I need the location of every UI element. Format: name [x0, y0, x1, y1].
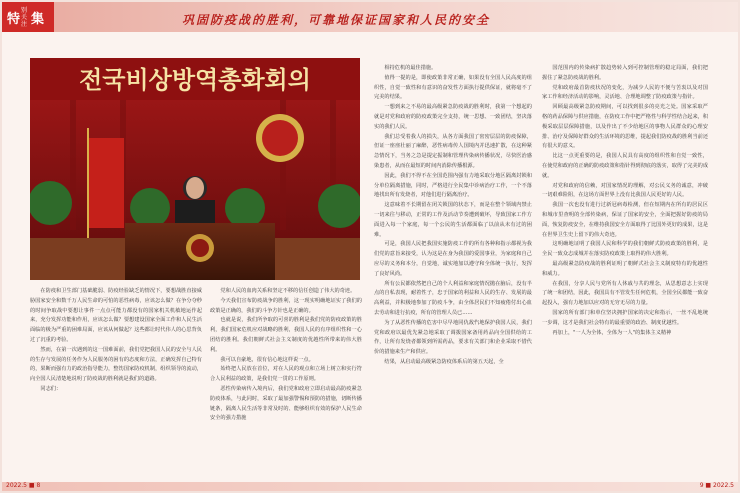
- column-3-paragraph: 值得一提的是，即使政策非常正确，如果没有全国人民高度的组织性，自觉一致性和有意识的奋发性方面执行提供保证，就将毫不了完美的结果。: [374, 74, 532, 101]
- text-column-1: [30, 287, 202, 479]
- column-3-paragraph: 我们总受着我人的损失，从各方面我国了密密层层的防疫保障，但证一座座壮丽了麻醉，恶性病毒传人国境内并迅速扩散，在这种紧急情况下，当务之急是提定振制和管理传染病传播状况，尽快医治感染患者，从而在最短的时间内消除传播根源。: [374, 133, 532, 169]
- page-frame: [2, 2, 738, 491]
- section-tag-end: 集: [31, 11, 45, 27]
- column-4-paragraph: 我国一次也没有进行过新冠病毒检测，但在短期内在所有的居民区和城市里查明的全部传染病，保证了国家的安全，全面把握好防疫的局面，恢复防疫安全，在维持我国安全方面取得了比国外更好的成果，这是在世界卫生史上留下的伟大奇迹。: [542, 202, 708, 238]
- footer-page-number-right: 9 ■ 2022.5: [699, 482, 734, 489]
- column-2-paragraph: 也就是说，我们所争取的可喜的胜利是我们党的防疫政策的胜利，我们国家危机应对战略的胜利，我国人民的有序组织性和一心团结的胜利。我们朝鲜式社会主义制度的优越性所带来的伟大胜利。: [210, 317, 362, 353]
- column-3-paragraph: 这意味着不长期留在闭关锁国的状态下，而是在整个领域内禁止一切来往与移动，正常的工作及活动节奏遭到破坏，导致国家工作方面进入每一个家庭，每一个公民的生活都面临了以前从未有过的困难。: [374, 202, 532, 238]
- column-4-paragraph: 对党和政府的信赖，对国家情况的理解，对公民义务的诚意，冲破一切艰难险阻，在这场方面世界上没有比我国人民更好的人民。: [542, 182, 708, 199]
- column-3-paragraph: 结果，从启动最高级紧急防疫体系后的第五天起，全: [384, 358, 504, 365]
- column-4-paragraph: 国范围内的传染病扩散趋势转入到可控制管理的稳定局面，我们把握住了紧急防疫战的胜利。: [542, 65, 708, 81]
- column-4-paragraph: 国家的所有部门和单位坚决拥护国家的决定和指示，一丝不乱地统一步调，这才是我们社会特有的最重要的政治、制度优越性。: [542, 309, 708, 326]
- meeting-photo: [30, 58, 360, 280]
- column-4-paragraph: 再加上，"一人为全体，全体为一人"的集体主义精神: [552, 329, 672, 336]
- column-2-paragraph: 今天我们宣布防疫战争的胜利，这一现实明确地证实了我们的政策是正确的，我们的斗争方针也是正确的。: [210, 297, 362, 314]
- column-2-paragraph: 党和人民的血肉关系和坚定不移的信任创造了伟大的奇迹。: [220, 288, 356, 294]
- column-1-paragraph: 然而，在第一次遇到的这一国难面前，我们党把我国人民的安全与人民的生存与发展的任务作为人民服务的困有的态度和方法，正确发挥自己特有的，果断而强有力的政治指导能力，整饬国家防疫机制，组织领导的流动，向全国人民清楚地说明了防疫战的胜利就是我们的道路。: [30, 346, 202, 383]
- footer-stripe: [2, 482, 738, 491]
- column-3-paragraph: 可是，我国人民把我国实施防疫工作的所有各种和指示都视为我们党的意旨来接受，认为这是在身为我国的爱国事业，为家庭和自己应尽的义务和本分，自觉地，诚实地加以遵守和全体统一执行，发挥了良好风尚。: [374, 241, 532, 277]
- column-4-paragraph: 比这一点更重要的是，我国人民具有高度的组织性和自觉一致性，在使党和政府的正确的防疫政策和指针得到彻底的落实，取得了完美的成就。: [542, 153, 708, 179]
- footer-page-number-left: 2022.5 ■ 8: [6, 482, 41, 489]
- page-headline: 巩固防疫战的胜利，可靠地保证国家和人民的安全: [182, 13, 491, 27]
- column-2-paragraph: 我可以自豪地，很有信心地这样说一点。: [220, 356, 314, 363]
- column-4-paragraph: 回顾最高级紧急防疫期间，可以找到很多的亮光之处。国家采取严格的药品保障与供应措施，在防疫工作中把严格性与科学性结合起来，积极采取层层保障措施，以及作出了不少给地区的事物人民群众的心理安排、治疗及保障好群众的生活环境的思维，提起我们防疫战的胜利当前还有很大的意义。: [542, 104, 708, 150]
- text-column-3: [374, 64, 532, 479]
- column-4-paragraph: 最高级紧急防疫战的胜利证明了朝鲜式社会主义制度特有的优越性和威力。: [542, 260, 708, 277]
- column-4-paragraph: 这明确地证明了我国人民和科学的我们朝鲜式防疫政策的胜利，是全民一致众志成城并在落实防疫政策上取得的伟大胜利。: [542, 241, 708, 258]
- text-column-4: [542, 64, 708, 479]
- column-4-paragraph: 在我国，分享人民与党所有人休戚与共的理念，从思想意志上实现了统一和团结，因此，我国具有不管发生任何危机，全国全民都能一致奋起投入，强有力地加以应对的无穷无尽的力量。: [542, 280, 708, 307]
- column-3-paragraph: 所有公民都依然把自己的个人利益和家庭情况抛在脑后，没有半点的自私表现，耐着性子，忠于国家的利益和人民的生存、发展的最高利益，并积极地参加了防疫斗争，由全体居民们不知疲倦付出心血去劳动和进行抗疫，所有的管理人员已……: [374, 280, 532, 316]
- column-3-paragraph: 一想到来之不易的最高级紧急防疫战的胜利时，我第一个想起的就是对党和政府的防疫政策完全支持，统一思想、一致团结，坚决落实的我们人民。: [374, 104, 532, 130]
- section-tag: [2, 2, 54, 32]
- column-3-paragraph: 因此，我们不得不在全国范围内强有力地采取分地区隔离封锁和分单位隔离措施，同时，严格进行全民集中诊病治疗工作，一个不落地找出所有发烧者，对他们进行隔离治疗。: [374, 172, 532, 199]
- column-1-paragraph: 同志们：: [40, 385, 62, 392]
- column-1-paragraph: 在防疫和卫生部门基础脆弱、防疫经验缺乏的情况下，要想战胜直接威胁国家安全和数千万人民生命的可怕的恶性病毒，应该怎么做？在争分夺秒的时间争取战中要想让事件一点点可能力都没有的国家机关机敏地运作起来，充分发挥功能和作用，应该怎么做？要想建设国家全面工作和人民生活面临的极为严重的困难局面，应该从何做起？这些都让时代伟人的心思背负过了沉重的考验。: [30, 288, 202, 343]
- section-tag-small: 别关注: [21, 6, 28, 28]
- column-3-paragraph: 为了从恶性传播的危害中尽早地同仇敌忾地保护我国人民，我们党和政府以最优先紧急地采取了调拨国家备用药品向全国供给的工作，让所有发烧者都领到所需药品，要求有关部门和企业采取不惜代价的措施来生产和供应。: [374, 319, 532, 356]
- text-column-2: [210, 287, 362, 479]
- meeting-photo-image: [30, 58, 360, 280]
- photo-banner-text: 전국비상방역총화회의: [79, 66, 311, 94]
- column-2-paragraph: 恶性传染病传入境内后，我们党和政府立即启动最高防疫紧急防疫体系，与此同时，采取了最加强警惕和预防的措施，切断传播链条，隔离人民生活等非常及时的、能够组织有效的保护人民生命安全的强力措施: [210, 385, 362, 422]
- section-tag-main: 特: [7, 11, 21, 27]
- column-3-paragraph: 相持危机的最佳措施。: [384, 65, 437, 71]
- column-4-paragraph: 党和政府最首防疫状况的变化，为减少人民的不便与苦衷以及对国家工作和经济活动的影响，灵活地、合理地调整了防疫政策与指针。: [542, 84, 708, 101]
- column-2-paragraph: 始终把人民放在首位，对在人民的观点和立场上树立和实行符合人民利益的政策，是我们党一贯的工作原则。: [210, 366, 362, 383]
